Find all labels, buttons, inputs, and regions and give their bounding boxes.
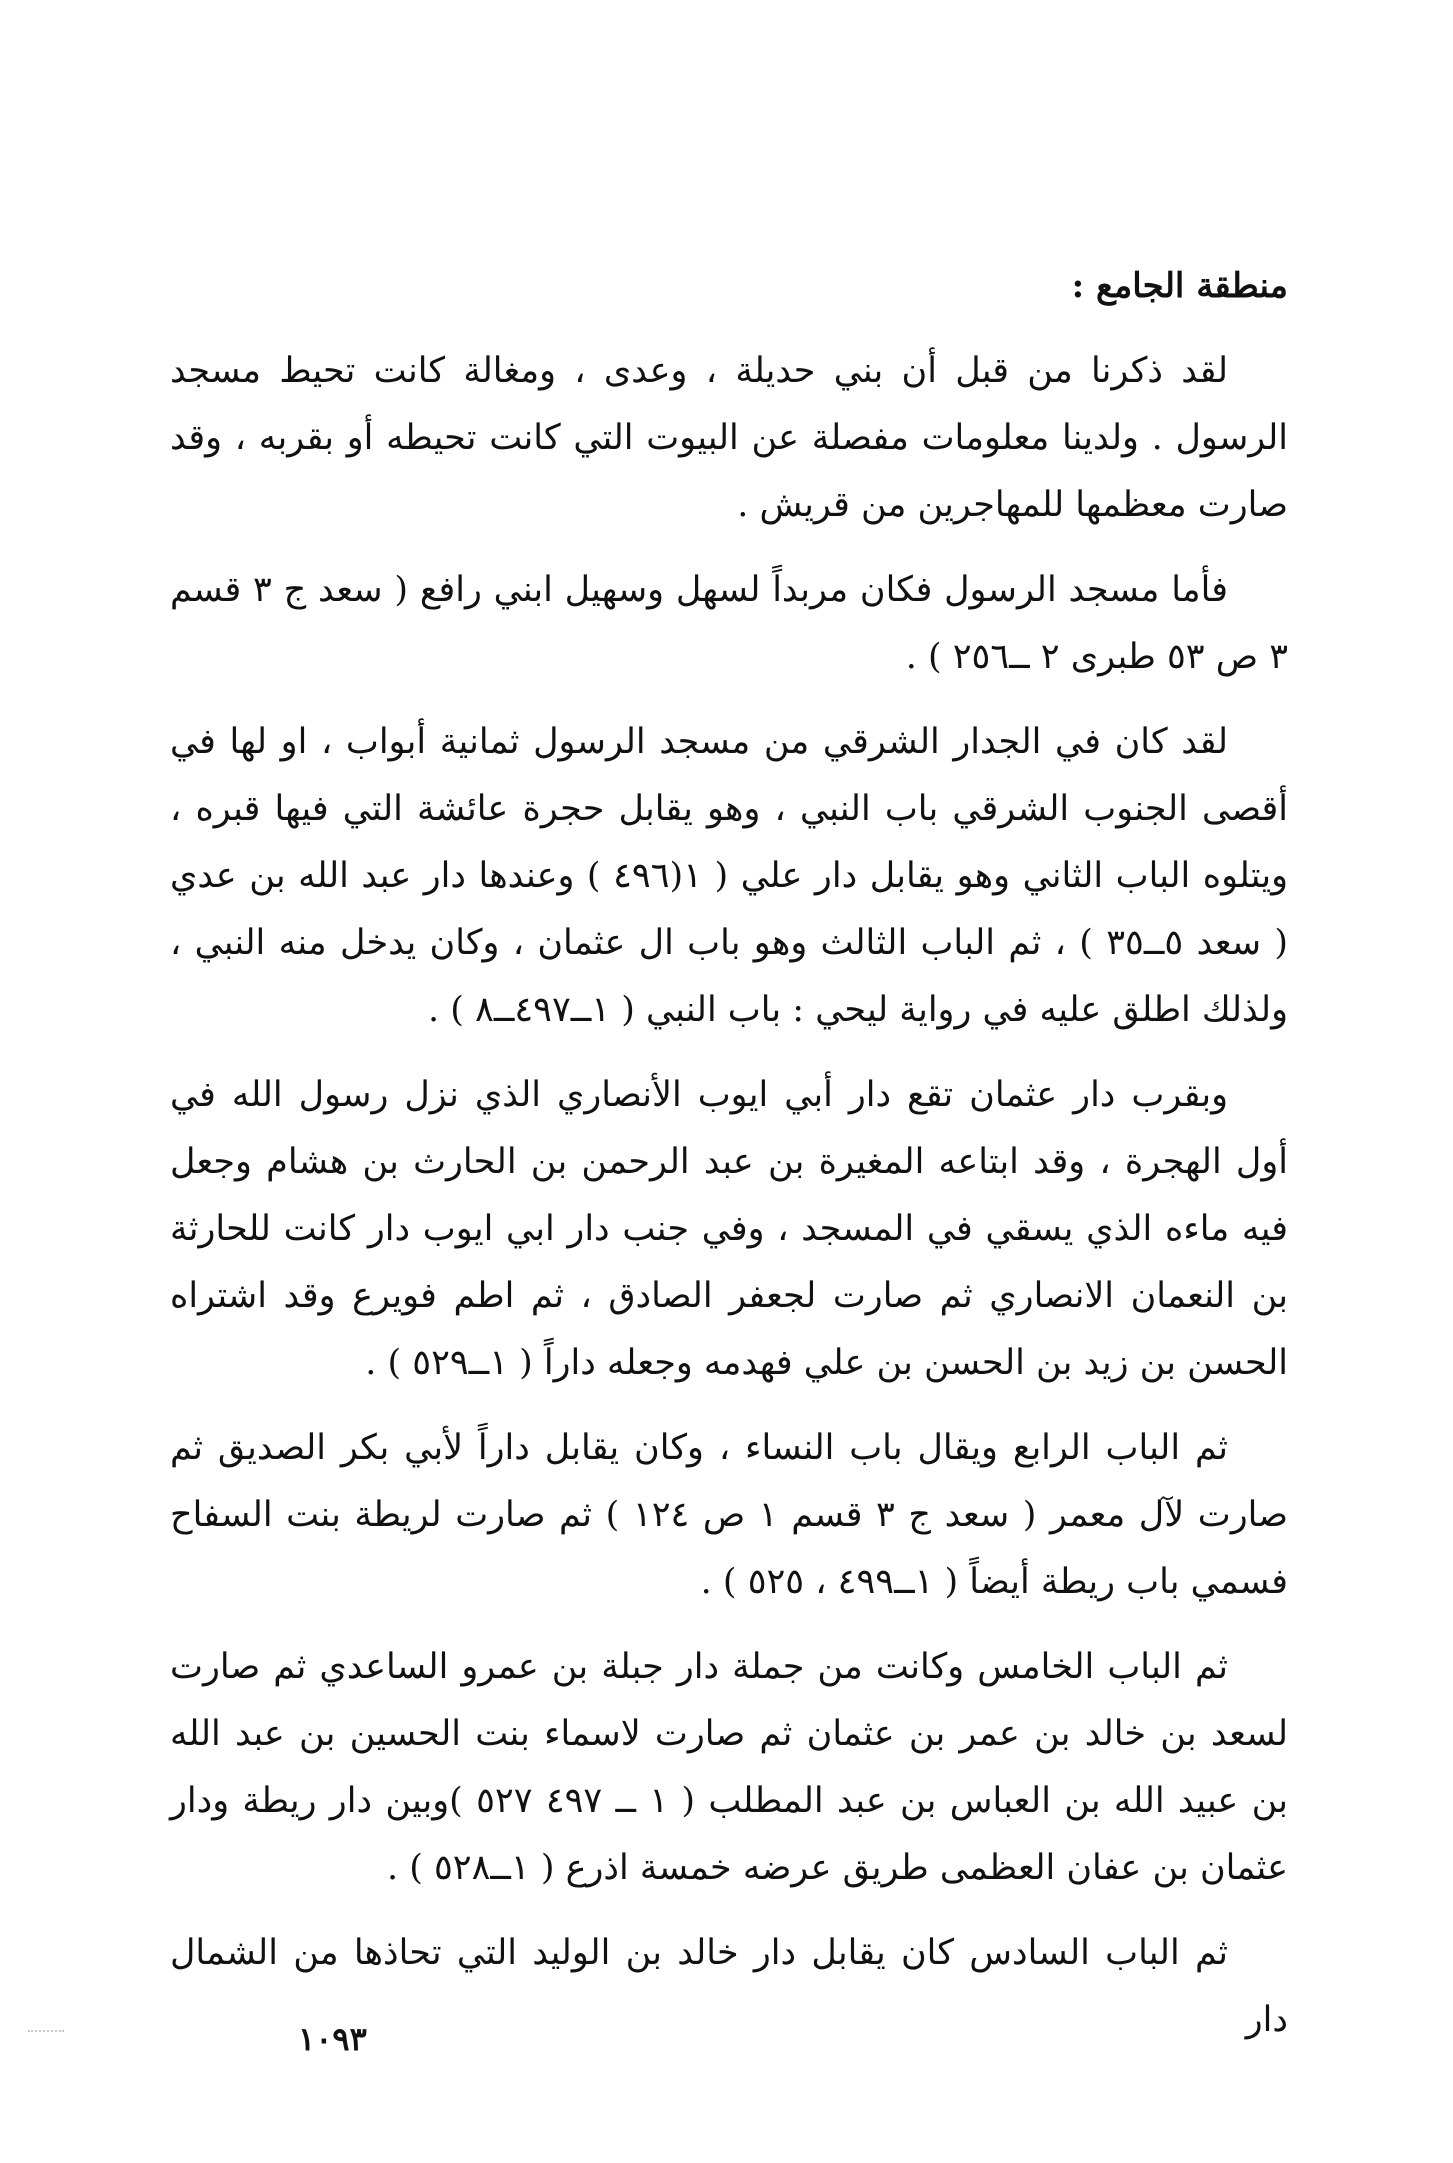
- paragraph: ثم الباب الخامس وكانت من جملة دار جبلة بن عمرو الساعدي ثم صارت لسعد بن خالد بن عمر بن عثمان ثم صارت لاسماء بنت الحسين بن عبد الله بن عبيد الله بن العباس بن عبد المطلب ( ١ ــ ٤٩٧ ٥٢٧ )وبين دار ريطة ودار عثمان بن عفان العظمى طريق عرضه خمسة اذرع ( ١ــ٥٢٨ ) .: [170, 1647, 1288, 1888]
- paragraph: فأما مسجد الرسول فكان مربداً لسهل وسهيل ابني رافع ( سعد ج ٣ قسم ٣ ص ٥٣ طبرى ٢ ــ٢٥٦ ) .: [170, 570, 1288, 677]
- paragraph: ثم الباب السادس كان يقابل دار خالد بن الوليد التي تحاذها من الشمال دار: [170, 1933, 1288, 2040]
- paragraph: وبقرب دار عثمان تقع دار أبي ايوب الأنصاري الذي نزل رسول الله في أول الهجرة ، وقد ابتاعه المغيرة بن عبد الرحمن بن الحارث بن هشام وجعل فيه ماءه الذي يسقي في المسجد ، وفي جنب دار ابي ايوب دار كانت للحارثة بن النعمان الانصاري ثم صارت لجعفر الصادق ، ثم اطم فويرع وقد اشتراه الحسن بن زيد بن الحسن بن علي فهدمه وجعله داراً ( ١ــ٥٢٩ ) .: [170, 1075, 1288, 1383]
- page-text: [170, 258, 1288, 2072]
- paragraph: لقد كان في الجدار الشرقي من مسجد الرسول ثمانية أبواب ، او لها في أقصى الجنوب الشرقي باب النبي ، وهو يقابل حجرة عائشة التي فيها قبره ، ويتلوه الباب الثاني وهو يقابل دار علي ( ١(٤٩٦ ) وعندها دار عبد الله بن عدي ( سعد ٥ــ٣٥ ) ، ثم الباب الثالث وهو باب ال عثمان ، وكان يدخل منه النبي ، ولذلك اطلق عليه في رواية ليحي : باب النبي ( ١ــ٤٩٧ــ٨ ) .: [170, 722, 1288, 1030]
- paragraph: لقد ذكرنا من قبل أن بني حديلة ، وعدى ، ومغالة كانت تحيط مسجد الرسول . ولدينا معلومات مفصلة عن البيوت التي كانت تحيطه أو بقربه ، وقد صارت معظمها للمهاجرين من قريش .: [170, 351, 1288, 525]
- paragraph: ثم الباب الرابع ويقال باب النساء ، وكان يقابل داراً لأبي بكر الصديق ثم صارت لآل معمر ( سعد ج ٣ قسم ١ ص ١٢٤ ) ثم صارت لريطة بنت السفاح فسمي باب ريطة أيضاً ( ١ــ٤٩٩ ، ٥٢٥ ) .: [170, 1428, 1288, 1602]
- section-heading: منطقة الجامع :: [1071, 266, 1288, 306]
- page-number: ١٠٩٣: [298, 2020, 367, 2058]
- scan-speck: [28, 2030, 64, 2035]
